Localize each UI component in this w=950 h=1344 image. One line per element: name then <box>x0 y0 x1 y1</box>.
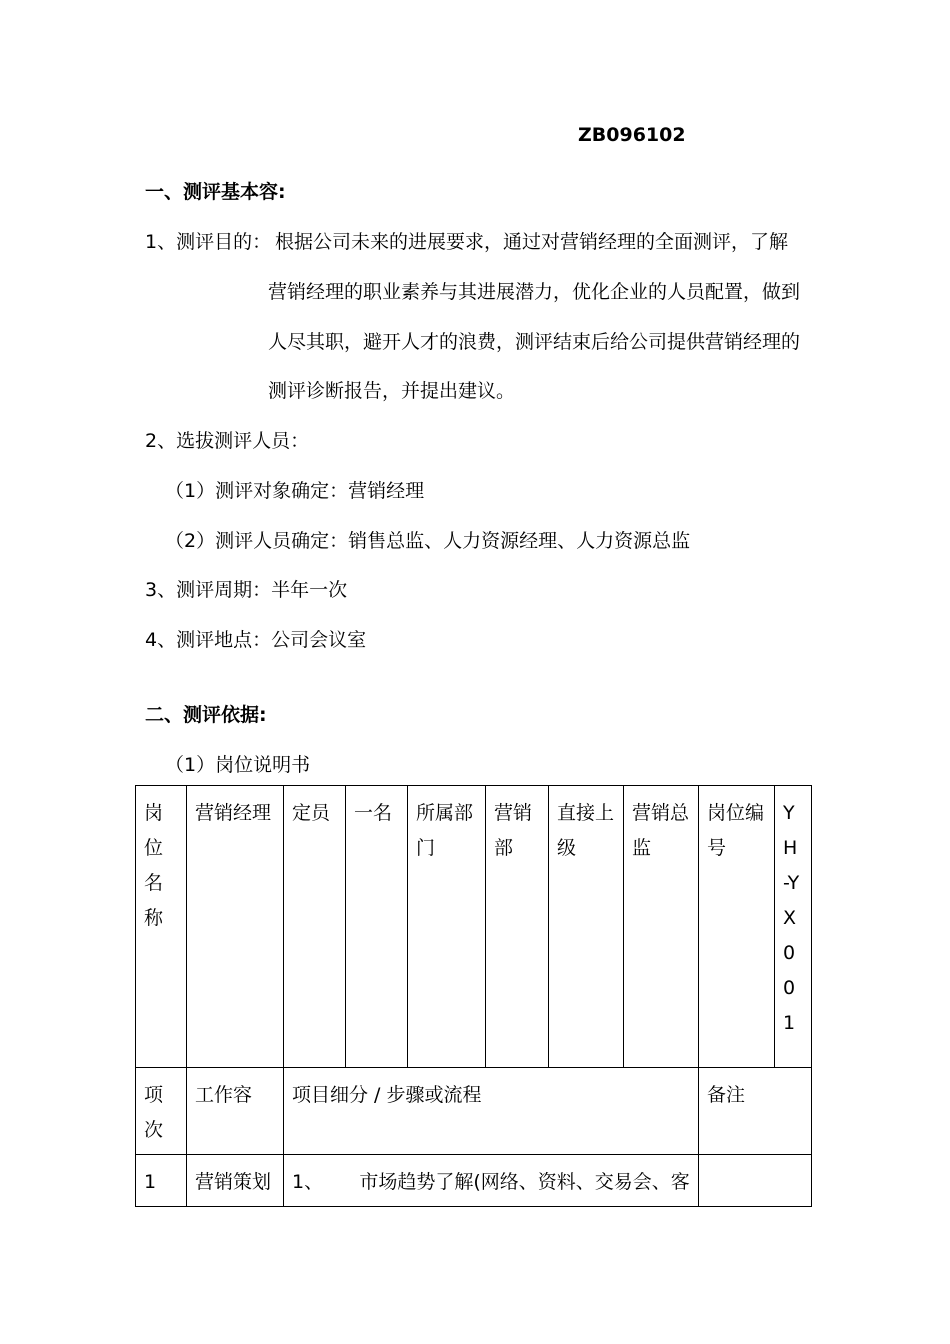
headcount-value: 一名 <box>346 786 408 1068</box>
item2-sub1: （1）测评对象确定：营销经理 <box>165 480 425 502</box>
item1-line-1: 根据公司未来的进展要求，通过对营销经理的全面测评，了解 <box>275 231 789 253</box>
headcount-header: 定员 <box>284 786 346 1068</box>
post-code-value: YH-YX001 <box>775 786 812 1068</box>
item1-line-2: 营销经理的职业素养与其进展潜力，优化企业的人员配置，做到 <box>268 281 801 303</box>
work-content-header: 工作容 <box>187 1068 284 1155</box>
steps-header: 项目细分 / 步骤或流程 <box>284 1068 699 1155</box>
supervisor-header: 直接上级 <box>549 786 624 1068</box>
supervisor-value: 营销总监 <box>624 786 699 1068</box>
remarks-cell <box>699 1155 812 1207</box>
table-row <box>136 1155 812 1207</box>
item2-sub2: （2）测评人员确定：销售总监、人力资源经理、人力资源总监 <box>165 530 691 552</box>
item4: 4、测评地点：公司会议室 <box>145 629 367 651</box>
section2-heading: 二、测评依据: <box>145 704 267 726</box>
post-name-header: 岗位名称 <box>136 786 187 1068</box>
work-content-cell: 营销策划 <box>187 1155 284 1207</box>
section1-heading: 一、测评基本容: <box>145 181 286 203</box>
post-name-value: 营销经理 <box>187 786 284 1068</box>
table-row <box>136 1068 812 1155</box>
remarks-header: 备注 <box>699 1068 812 1155</box>
post-code-header: 岗位编号 <box>699 786 775 1068</box>
department-header: 所属部门 <box>408 786 486 1068</box>
item-no-header: 项次 <box>136 1068 187 1155</box>
document-code: ZB096102 <box>578 124 686 146</box>
item1-label: 1、测评目的： <box>145 231 272 253</box>
department-value: 营销部 <box>486 786 549 1068</box>
job-description-table <box>135 785 812 1207</box>
item2: 2、选拔测评人员： <box>145 430 310 452</box>
table-row <box>136 786 812 1068</box>
section2-sub1: （1）岗位说明书 <box>165 754 311 776</box>
item1-line-3: 人尽其职，避开人才的浪费，测评结束后给公司提供营销经理的 <box>268 331 801 353</box>
item3: 3、测评周期：半年一次 <box>145 579 348 601</box>
item-no-cell: 1 <box>136 1155 187 1207</box>
steps-cell: 1、 市场趋势了解(网络、资料、交易会、客 <box>284 1155 699 1207</box>
item1-line-4: 测评诊断报告，并提出建议。 <box>268 380 516 402</box>
